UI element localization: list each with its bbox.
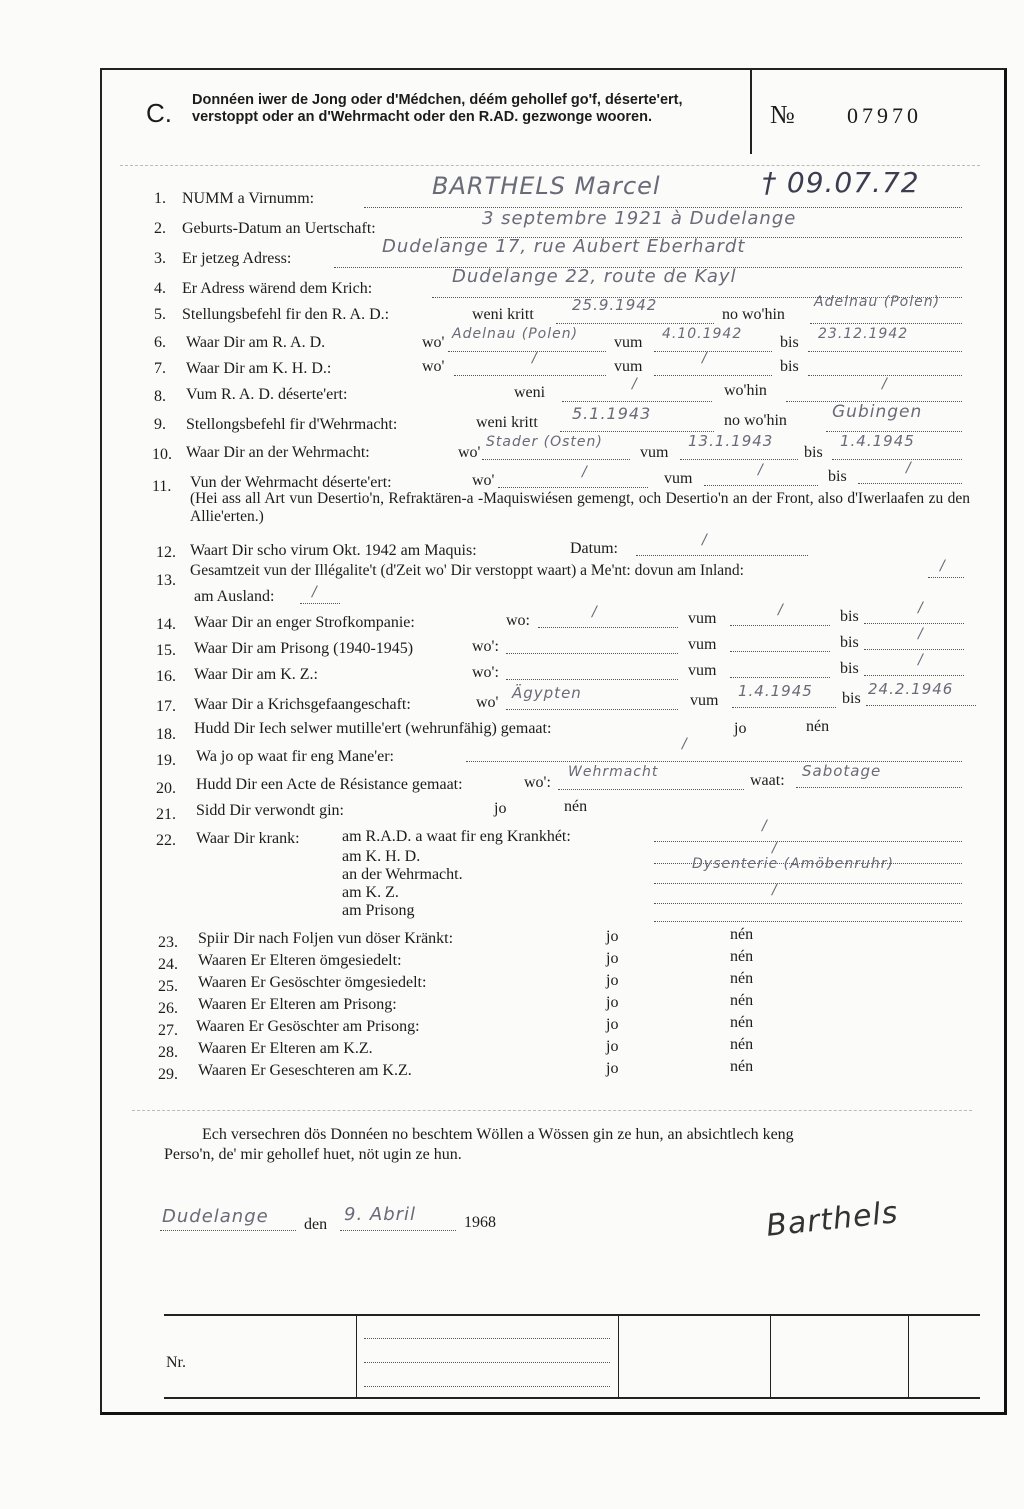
section-letter: C.: [146, 98, 172, 128]
form-number: 07970: [847, 103, 922, 128]
signature: Barthels: [764, 1195, 900, 1244]
name-label: NUMM a Virnumm:: [182, 190, 315, 207]
form-title: Donnéen iwer de Jong oder d'Médchen, déém gehollef go'f, déserte'ert, verstoppt oder an d'Wehrmacht oder den R.AD. gezwonge wooren.: [192, 92, 683, 125]
declaration-line-2: Perso'n, de' mir gehollef huet, nöt ugin ze hun.: [164, 1146, 462, 1163]
rad-order-label: Stellungsbefehl fir den R. A. D.:: [182, 306, 390, 323]
header-divider: [750, 70, 752, 154]
death-note: † 09.07.72: [762, 166, 920, 199]
row-number: 1.: [154, 190, 166, 207]
signing-place: Dudelange: [162, 1206, 269, 1227]
war-address-value: Dudelange 22, route de Kayl: [452, 266, 737, 287]
birth-value: 3 septembre 1921 à Dudelange: [482, 208, 797, 229]
birth-label: Geburts-Datum an Uertschaft:: [182, 220, 376, 237]
registration-form: C. Donnéen iwer de Jong oder d'Médchen, déém gehollef go'f, déserte'ert, verstoppt oder an d'Wehrmacht oder den R.AD. gezwonge wooren. № 07970 1. NUMM a Virnumm: BARTHELS Marcel † 09.07.72 2. Geburts-Datum an Uertschaft: 3 septembre 1921 à Dudelange 3. Er jetzeg Adress: Dudelange 17, rue Aubert Eberhardt 4. Er Adress wärend dem Krich: Dudelange 22, route de Kayl 5. Stellungsbefehl fir den R. A. D.: weni kritt 25.9.1942 no wo'hin Adelnau (Polen) 6. Waar Dir am R. A. D. wo' Adelnau (Polen) vum 4.10.1942 bis 23.12.1942 7. Waar Dir am K. H. D.: wo' / vum / bis 8. Vum R. A. D. déserte'ert: weni / wo'hin / 9. Stellongsbefehl fir d'Wehrmacht: weni kritt 5.1.1943 no wo'hin Gubingen 10. Waar Dir an der Wehrmacht: wo' Stader (Osten) vum 13.1.1943 bis 1.4.1945 11. Vun der Wehrmacht déserte'ert: wo' / vum / bis / (Hei ass all Art vun Desertio'n, Refraktären-a -Maquiswiésen gemengt, och Desertio'n an der Front, also d'Iwerlaafen zu den Allie'erten.) 12. Waart Dir scho virum Okt. 1942 am Maquis: Datum: / 13. Gesamtzeit vun der Illégalite't (d'Zeit wo' Dir verstoppt waart) a Me'nt: dovun am Inland: / am Ausland: / 14. Waar Dir an enger Strofkompanie: wo: / vum / bis / 15. Waar Dir am Prisong (1940-1945) wo': vum bis / 16. Waar Dir am K. Z.: wo': vum bis / 17. Waar Dir a Krichsgefaangeschaft: wo' Ägypten vum 1.4.1945 bis 24.2.1946 18. Hudd Dir Iech selwer mutille'ert (wehrunfähig) gemaat: jo nén 19. Wa jo op waat fir eng Mane'er: / 20. Hudd Dir een Acte de Résistance gemaat: wo': Wehrmacht waat: Sabotage 21. Sidd Dir verwondt gin: jo nén 22. Waar Dir krank: am R.A.D. a waat fir eng Krankhét: am K. H. D. an der Wehrmacht. am K. Z. am Prisong / / Dysenterie (Amöbenruhr) / 23. Spiir Dir nach Foljen vun döser Kränkt: jo nén 24. Waaren Er Elteren ömgesiedelt: jo nén 25. Waaren Er Gesöschter ömgesiedelt: jo nén 26. Waaren Er Elteren am Prisong: jo nén 27. Waaren Er Gesöschter am Prisong: jo nén 28. Waaren Er Elteren am K.Z. jo nén 29. Waaren Er Geseschteren am K.Z. jo nén Ech versechren dös Donnéen no beschtem Wöllen a Wössen gin ze hun, an absichtlech keng Perso'n, de' mir gehollef huet, nöt ugin ze hun. Dudelange den 9. Abril 1968 Barthels Nr.: [100, 68, 1007, 1415]
number-sign: №: [770, 100, 795, 129]
footer-table-bottom: [164, 1397, 980, 1399]
desertion-note: (Hei ass all Art vun Desertio'n, Refraktären-a -Maquiswiésen gemengt, och Desertio'n an der Front, also d'Iwerlaafen zu den Allie'erten.): [190, 490, 970, 525]
rad-order-place: Adelnau (Polen): [814, 294, 941, 310]
signing-date: 9. Abril: [344, 1204, 417, 1225]
declaration-line-1: Ech versechren dös Donnéen no beschtem Wöllen a Wössen gin ze hun, an absichtlech keng: [202, 1126, 794, 1143]
rad-order-date: 25.9.1942: [572, 296, 658, 314]
address-value: Dudelange 17, rue Aubert Eberhardt: [382, 236, 746, 257]
section-rule: [132, 1110, 972, 1111]
address-label: Er jetzeg Adress:: [182, 250, 292, 267]
name-value: BARTHELS Marcel: [432, 172, 661, 200]
footer-nr-label: Nr.: [166, 1354, 186, 1371]
war-address-label: Er Adress wärend dem Krich:: [182, 280, 373, 297]
signing-year: 1968: [464, 1214, 496, 1231]
footer-table-top: [164, 1314, 980, 1316]
